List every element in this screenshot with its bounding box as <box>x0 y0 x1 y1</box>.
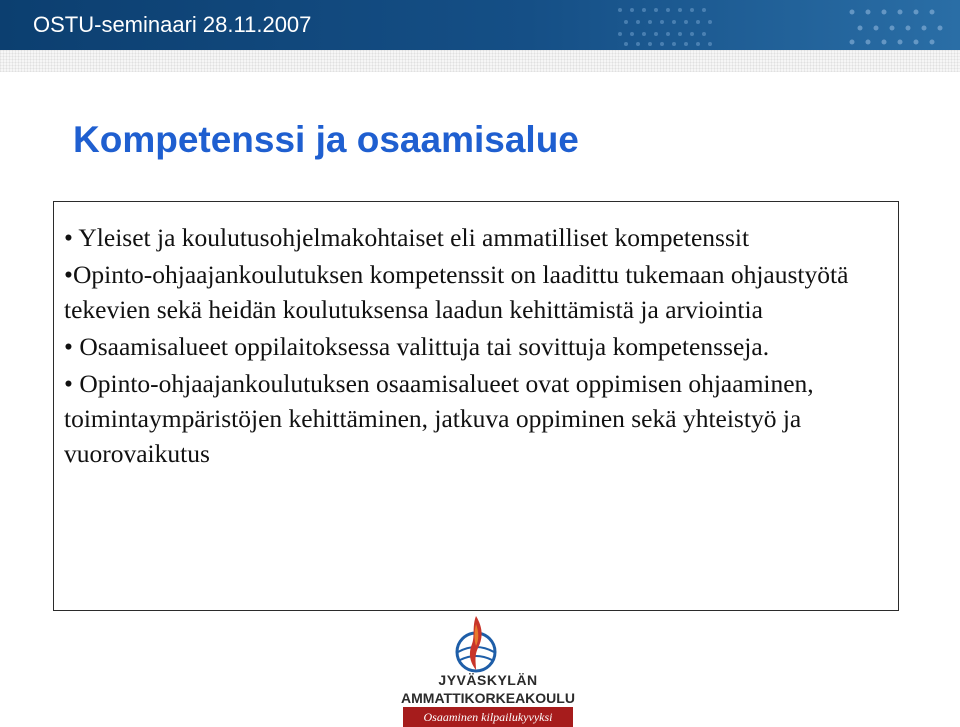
bullet-item <box>64 366 888 471</box>
seminar-title: OSTU-seminaari 28.11.2007 <box>33 12 312 37</box>
logo-name-line1: JYVÄSKYLÄN <box>438 672 538 688</box>
header-bar <box>0 0 960 51</box>
slide-title: Kompetenssi ja osaamisalue <box>73 119 579 160</box>
bullet-item <box>64 257 888 327</box>
jamk-emblem-icon <box>454 614 498 674</box>
bullet-marker: • <box>64 260 73 289</box>
bullet-text: Osaamisalueet oppilaitoksessa valittuja tai sovittuja kompetensseja. <box>79 332 770 361</box>
bullet-text: Opinto-ohjaajankoulutuksen osaamisalueet ovat oppimisen ohjaaminen, toimintaympäristöjen kehittäminen, jatkuva oppiminen sekä yhteistyö ja vuorovaikutus <box>64 369 814 468</box>
dot-pattern-decoration <box>610 0 720 50</box>
bullet-item <box>64 329 888 364</box>
jamk-logo <box>388 612 575 724</box>
dot-pattern-decoration-right <box>840 0 950 50</box>
bullet-item <box>64 220 888 255</box>
bullet-marker: • <box>64 332 73 361</box>
bullet-marker: • <box>64 223 73 252</box>
bullet-text: Yleiset ja koulutusohjelmakohtaiset eli ammatilliset kompetenssit <box>78 223 750 252</box>
header-texture-strip <box>0 50 960 72</box>
content-box <box>53 201 899 611</box>
logo-tagline: Osaaminen kilpailukyvyksi <box>403 707 573 727</box>
bullet-text: Opinto-ohjaajankoulutuksen kompetenssit on laadittu tukemaan ohjaustyötä tekevien sekä heidän koulutuksensa laadun kehittämistä ja arviointia <box>64 260 849 324</box>
logo-name-line2: AMMATTIKORKEAKOULU <box>401 690 575 706</box>
bullet-marker: • <box>64 369 73 398</box>
